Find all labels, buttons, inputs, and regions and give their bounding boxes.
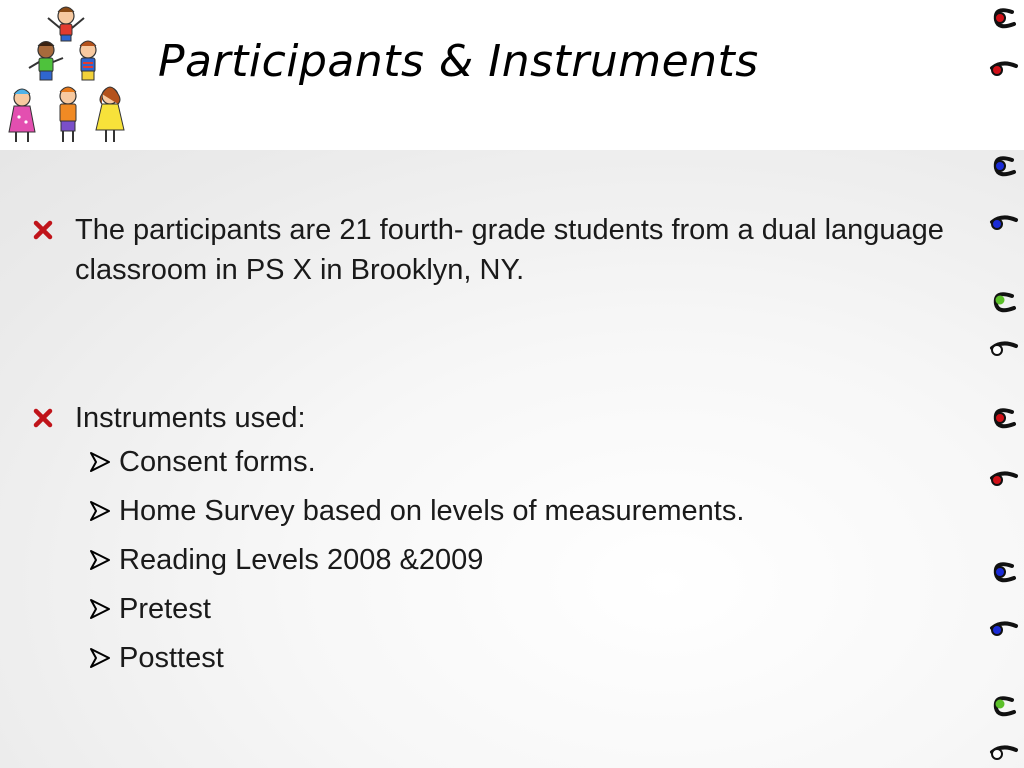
child-top-figure xyxy=(48,7,84,41)
subitem-text: Pretest xyxy=(119,593,211,625)
slide-title: Participants & Instruments xyxy=(158,36,759,87)
arrow-right-icon xyxy=(88,548,112,572)
subitem-text: Reading Levels 2008 &2009 xyxy=(119,544,484,576)
subitem-consent-forms xyxy=(32,438,962,487)
bullet-participants-text: The participants are 21 fourth- grade students from a dual language classroom in PS X in Brooklyn, NY. xyxy=(75,214,944,286)
bullet-participants xyxy=(32,210,962,290)
decorative-swirl-border xyxy=(978,0,1024,768)
arrow-right-icon xyxy=(88,450,112,474)
child-bottom-left-figure xyxy=(9,89,35,142)
arrow-right-icon xyxy=(88,646,112,670)
x-mark-icon xyxy=(32,219,54,241)
children-pyramid-clipart xyxy=(2,2,130,148)
subitem-posttest xyxy=(32,634,962,683)
child-bottom-right-figure xyxy=(96,87,124,142)
arrow-right-icon xyxy=(88,499,112,523)
slide-content xyxy=(32,210,962,683)
subitem-home-survey xyxy=(32,487,962,536)
subitem-text: Posttest xyxy=(119,642,224,674)
child-middle-left-figure xyxy=(29,42,63,81)
subitem-pretest xyxy=(32,585,962,634)
x-mark-icon xyxy=(32,407,54,429)
subitem-reading-levels xyxy=(32,536,962,585)
subitem-text: Home Survey based on levels of measurements. xyxy=(119,495,745,527)
child-middle-right-figure xyxy=(80,41,96,80)
bullet-instruments-text: Instruments used: xyxy=(75,402,306,434)
subitem-text: Consent forms. xyxy=(119,446,316,478)
child-bottom-middle-figure xyxy=(60,87,76,142)
arrow-right-icon xyxy=(88,597,112,621)
bullet-instruments xyxy=(32,398,962,438)
